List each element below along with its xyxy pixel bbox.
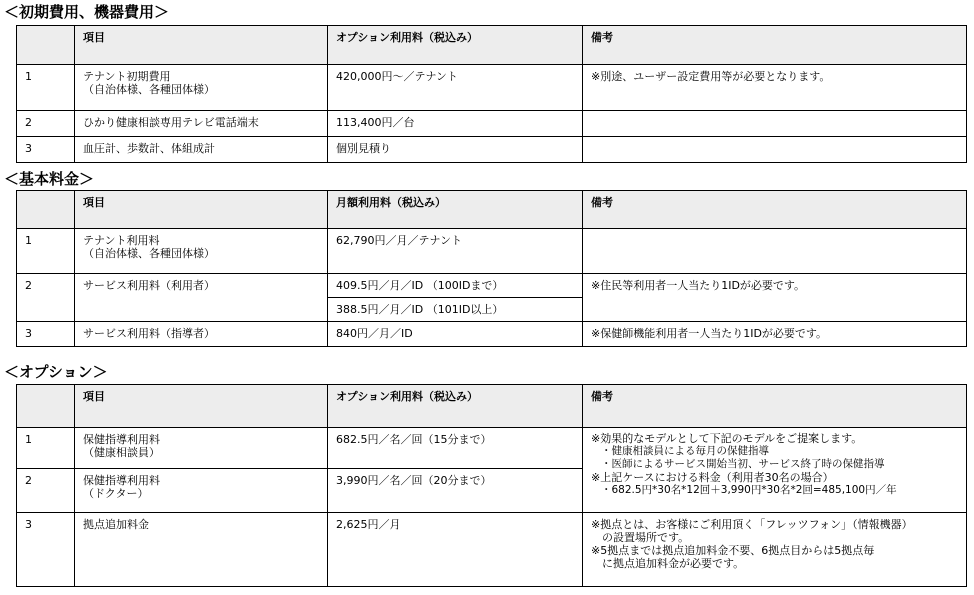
note-subline: ・医師によるサービス開始当初、サービス終了時の保健指導 <box>601 458 885 470</box>
row-no: 1 <box>17 65 75 111</box>
row-no: 1 <box>17 428 75 469</box>
header-item: 項目 <box>75 26 328 65</box>
note-line: ※効果的なモデルとして下記のモデルをご提案します。 <box>591 432 863 445</box>
row-no: 3 <box>17 513 75 587</box>
row-no: 3 <box>17 137 75 163</box>
table-row <box>17 229 967 274</box>
note-subline: ・健康相談員による毎月の保健指導 <box>601 445 769 457</box>
table-row <box>17 513 967 587</box>
table-row <box>17 137 967 163</box>
item-line: （自治体様、各種団体様） <box>83 247 215 260</box>
header-no <box>17 385 75 428</box>
table-row <box>17 274 967 298</box>
header-note: 備考 <box>583 26 967 65</box>
row-fee-tier-2: 388.5円／月／ID （101ID以上） <box>328 298 583 322</box>
row-fee: 113,400円／台 <box>328 111 583 137</box>
row-no: 2 <box>17 469 75 513</box>
row-note <box>583 229 967 274</box>
basic-fees-table <box>16 190 967 347</box>
item-line: 保健指導利用料 <box>83 433 160 446</box>
row-fee: 840円／月／ID <box>328 322 583 347</box>
item-line: テナント初期費用 <box>83 70 171 83</box>
table-row <box>17 428 967 469</box>
section-title-basic-fees: ＜基本料金＞ <box>4 170 95 188</box>
row-note <box>583 513 967 587</box>
header-item: 項目 <box>75 191 328 229</box>
header-fee: オプション利用料（税込み） <box>328 26 583 65</box>
item-line: （健康相談員） <box>83 446 160 459</box>
row-note: ※保健師機能利用者一人当たり1IDが必要です。 <box>583 322 967 347</box>
row-note: ※住民等利用者一人当たり1IDが必要です。 <box>583 274 967 322</box>
row-item <box>75 469 328 513</box>
row-item: 拠点追加料金 <box>75 513 328 587</box>
note-subline: ・682.5円*30名*12回＋3,990円*30名*2回=485,100円／年 <box>601 484 897 496</box>
row-item: サービス利用料（利用者） <box>75 274 328 322</box>
section-title-initial-costs: ＜初期費用、機器費用＞ <box>4 3 170 21</box>
note-line: の設置場所です。 <box>591 531 690 544</box>
row-no: 2 <box>17 111 75 137</box>
row-fee: 3,990円／名／回（20分まで） <box>328 469 583 513</box>
row-no: 2 <box>17 274 75 322</box>
item-line: （自治体様、各種団体様） <box>83 83 215 96</box>
item-line: 保健指導利用料 <box>83 474 160 487</box>
row-fee: 個別見積り <box>328 137 583 163</box>
table-header-row <box>17 191 967 229</box>
row-fee: 420,000円～／テナント <box>328 65 583 111</box>
note-line: に拠点追加料金が必要です。 <box>591 557 745 570</box>
table-row <box>17 65 967 111</box>
row-fee: 682.5円／名／回（15分まで） <box>328 428 583 469</box>
row-fee: 62,790円／月／テナント <box>328 229 583 274</box>
header-fee: 月額利用料（税込み） <box>328 191 583 229</box>
table-header-row <box>17 26 967 65</box>
item-line: テナント利用料 <box>83 234 160 247</box>
note-line: ※拠点とは、お客様にご利用頂く「フレッツフォン」（情報機器） <box>591 518 913 531</box>
header-fee: オプション利用料（税込み） <box>328 385 583 428</box>
header-note: 備考 <box>583 191 967 229</box>
header-note: 備考 <box>583 385 967 428</box>
header-no <box>17 26 75 65</box>
options-table <box>16 384 967 587</box>
section-title-options: ＜オプション＞ <box>4 363 108 381</box>
header-no <box>17 191 75 229</box>
note-line: ※5拠点までは拠点追加料金不要、6拠点目からは5拠点毎 <box>591 544 875 557</box>
row-item <box>75 428 328 469</box>
row-item: ひかり健康相談専用テレビ電話端末 <box>75 111 328 137</box>
row-note: ※別途、ユーザー設定費用等が必要となります。 <box>583 65 967 111</box>
table-row <box>17 111 967 137</box>
row-note <box>583 137 967 163</box>
row-item: 血圧計、歩数計、体組成計 <box>75 137 328 163</box>
row-item <box>75 229 328 274</box>
table-row <box>17 322 967 347</box>
row-fee: 2,625円／月 <box>328 513 583 587</box>
row-note-shared <box>583 428 967 513</box>
row-note <box>583 111 967 137</box>
row-fee-tier-1: 409.5円／月／ID （100IDまで） <box>328 274 583 298</box>
note-line: ※上記ケースにおける料金（利用者30名の場合） <box>591 471 834 484</box>
row-item <box>75 65 328 111</box>
table-header-row <box>17 385 967 428</box>
row-item: サービス利用料（指導者） <box>75 322 328 347</box>
row-no: 1 <box>17 229 75 274</box>
initial-costs-table <box>16 25 967 163</box>
item-line: （ドクター） <box>83 487 149 500</box>
row-no: 3 <box>17 322 75 347</box>
header-item: 項目 <box>75 385 328 428</box>
